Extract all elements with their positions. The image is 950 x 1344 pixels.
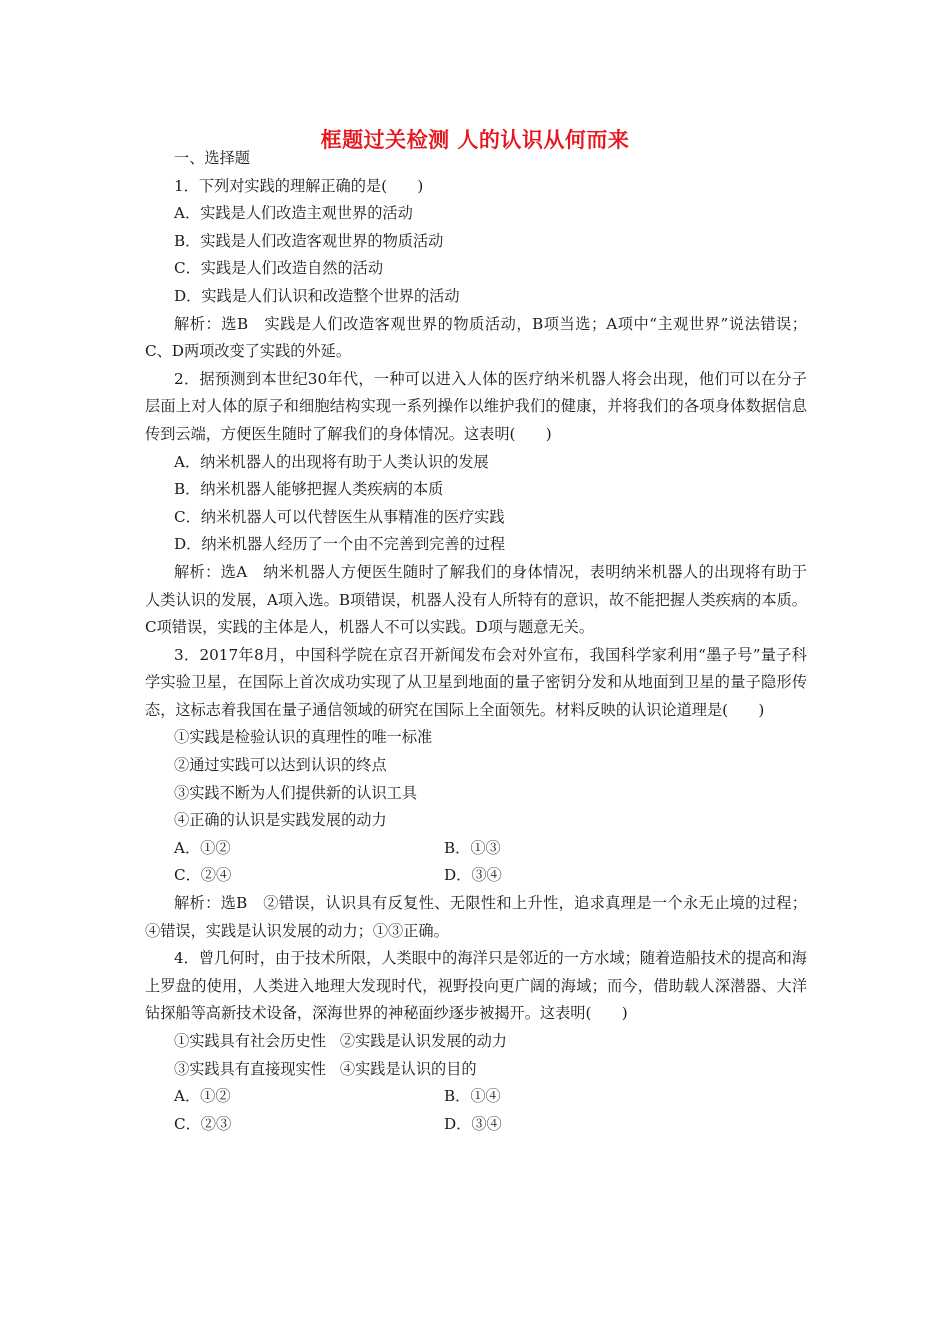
document-body	[145, 145, 807, 1138]
q2-stem: 2．据预测到本世纪30年代，一种可以进入人体的医疗纳米机器人将会出现，他们可以在分子层面上对人体的原子和细胞结构实现一系列操作以维护我们的健康，并将我们的各项身体数据信息传到云端，方便医生随时了解我们的身体情况。这表明( )	[145, 369, 807, 443]
q3-stem: 3．2017年8月，中国科学院在京召开新闻发布会对外宣布，我国科学家利用“墨子号”量子科学实验卫星，在国际上首次成功实现了从卫星到地面的量子密钥分发和从地面到卫星的量子隐形传态，这标志着我国在量子通信领域的研究在国际上全面领先。材料反映的认识论道理是( )	[145, 645, 807, 719]
q3-statement-4: ④正确的认识是实践发展的动力	[174, 811, 387, 830]
q1-option-c: C．实践是人们改造自然的活动	[174, 259, 384, 278]
q3-statement-2: ②通过实践可以达到认识的终点	[174, 756, 387, 775]
q4-statements-row-1	[145, 1028, 807, 1056]
q1-option-b: B．实践是人们改造客观世界的物质活动	[174, 231, 444, 250]
page-title: 框题过关检测 人的认识从何而来	[320, 128, 630, 152]
q4-option-b: B．①④	[444, 1087, 501, 1106]
q1-option-a: A．实践是人们改造主观世界的活动	[174, 204, 413, 223]
q4-statement-1: ①实践具有社会历史性	[174, 1032, 326, 1050]
q4-option-d: D．③④	[444, 1114, 502, 1133]
q4-statement-2: ②实践是认识发展的动力	[339, 1032, 507, 1050]
q3-options-row-2	[145, 862, 807, 890]
q3-statement-1: ①实践是检验认识的真理性的唯一标准	[174, 728, 433, 747]
q3-statement-3: ③实践不断为人们提供新的认识工具	[174, 783, 417, 802]
q2-option-d: D．纳米机器人经历了一个由不完善到完善的过程	[174, 535, 506, 554]
q3-analysis: 解析：选B ②错误，认识具有反复性、无限性和上升性，追求真理是一个永无止境的过程；④错误，实践是认识发展的动力；①③正确。	[145, 894, 807, 940]
q3-option-a: A．①②	[174, 838, 231, 857]
q3-option-b: B．①③	[444, 838, 501, 857]
q4-statement-4: ④实践是认识的目的	[339, 1059, 477, 1078]
q3-options-row-1	[145, 835, 807, 863]
q3-option-c: C．②④	[174, 866, 232, 885]
q1-stem: 1．下列对实践的理解正确的是( )	[174, 176, 424, 195]
q3-option-d: D．③④	[444, 866, 502, 885]
section-heading: 一、选择题	[174, 149, 250, 167]
q2-option-a: A．纳米机器人的出现将有助于人类认识的发展	[174, 452, 489, 471]
q4-statements-row-2	[145, 1056, 807, 1084]
q4-statement-3: ③实践具有直接现实性	[174, 1059, 326, 1078]
q4-options-row-1	[145, 1083, 807, 1111]
q4-option-c: C．②③	[174, 1114, 232, 1133]
q2-option-c: C．纳米机器人可以代替医生从事精准的医疗实践	[174, 507, 505, 526]
q2-option-b: B．纳米机器人能够把握人类疾病的本质	[174, 480, 444, 499]
q4-options-row-2	[145, 1111, 807, 1139]
q2-analysis: 解析：选A 纳米机器人方便医生随时了解我们的身体情况，表明纳米机器人的出现将有助于人类认识的发展，A项入选。B项错误，机器人没有人所特有的意识，故不能把握人类疾病的本质。C项错误，实践的主体是人，机器人不可以实践。D项与题意无关。	[145, 562, 807, 637]
q4-option-a: A．①②	[174, 1087, 231, 1106]
q1-analysis: 解析：选B 实践是人们改造客观世界的物质活动，B项当选；A项中“主观世界”说法错误；C、D两项改变了实践的外延。	[145, 314, 807, 361]
q4-stem: 4．曾几何时，由于技术所限，人类眼中的海洋只是邻近的一方水域；随着造船技术的提高和海上罗盘的使用，人类进入地理大发现时代，视野投向更广阔的海域；而今，借助载人深潜器、大洋钻探船等高新技术设备，深海世界的神秘面纱逐步被揭开。这表明( )	[145, 949, 807, 1023]
q1-option-d: D．实践是人们认识和改造整个世界的活动	[174, 286, 460, 305]
